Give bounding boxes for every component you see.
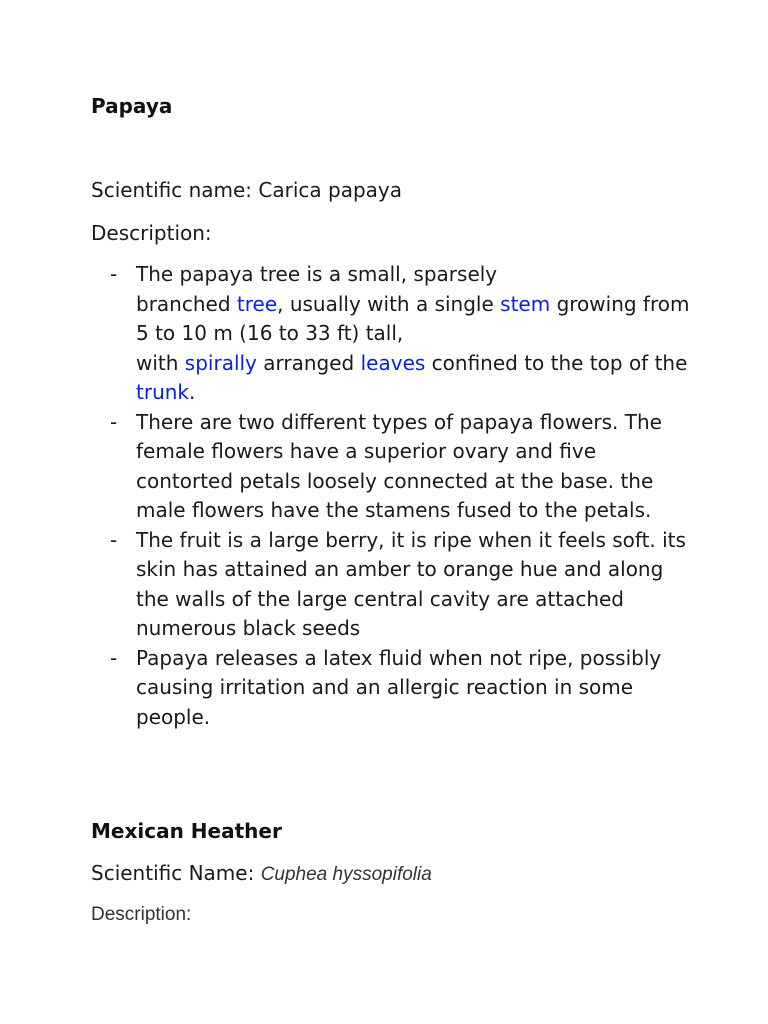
bullet-text: arranged bbox=[256, 350, 361, 375]
bullet-dash: - bbox=[110, 262, 118, 286]
list-item bbox=[110, 526, 690, 644]
bullet-text: . bbox=[189, 380, 196, 404]
papaya-scientific-name: Scientific name: Carica papaya bbox=[91, 178, 402, 202]
link-spirally[interactable]: spirally bbox=[184, 350, 257, 375]
bullet-text: with bbox=[136, 350, 185, 375]
bullet-dash: - bbox=[110, 409, 118, 434]
scientific-name-label: Scientific Name: bbox=[91, 861, 261, 885]
bullet-text: The papaya tree is a small, sparsely bbox=[136, 262, 498, 286]
bullet-text: Papaya releases a latex fluid when not ripe, possibly causing irritation and an allergic reaction in some people. bbox=[136, 645, 662, 729]
bullet-text: confined to the top of the bbox=[425, 350, 688, 375]
link-tree[interactable]: tree bbox=[236, 291, 278, 316]
scientific-name-value: Cuphea hyssopifolia bbox=[260, 864, 432, 885]
papaya-description-label: Description: bbox=[91, 221, 212, 245]
bullet-text: growing from 5 to 10 m (16 to 33 ft) tall, bbox=[136, 291, 690, 345]
mexican-heather-description-label: Description: bbox=[91, 904, 192, 925]
mexican-heather-scientific-name bbox=[91, 861, 432, 887]
bullet-text: branched bbox=[136, 291, 237, 316]
link-stem[interactable]: stem bbox=[500, 291, 551, 316]
link-leaves[interactable]: leaves bbox=[360, 350, 426, 375]
bullet-dash: - bbox=[110, 527, 118, 552]
link-trunk[interactable]: trunk bbox=[136, 380, 189, 404]
list-item bbox=[110, 260, 690, 408]
bullet-dash: - bbox=[110, 645, 118, 670]
list-item bbox=[110, 644, 690, 733]
bullet-text: The fruit is a large berry, it is ripe when it feels soft. its skin has attained an amber to orange hue and along the walls of the large central cavity are attached numerous black seeds bbox=[136, 527, 686, 640]
bullet-text: There are two different types of papaya flowers. The female flowers have a superior ovary and five contorted petals loosely connected at the base. the male flowers have the stamens fused to the petals. bbox=[136, 409, 662, 522]
papaya-title: Papaya bbox=[91, 94, 173, 118]
list-item bbox=[110, 408, 690, 526]
bullet-text: , usually with a single bbox=[277, 291, 501, 316]
mexican-heather-title: Mexican Heather bbox=[91, 819, 282, 843]
papaya-description-list bbox=[110, 260, 690, 732]
